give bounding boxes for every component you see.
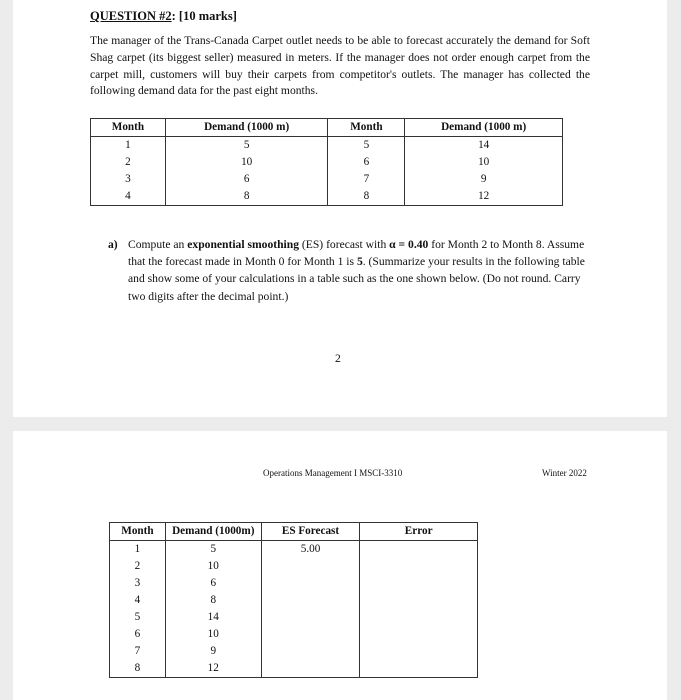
error-cell	[360, 541, 478, 559]
alpha-value: α = 0.40	[389, 238, 429, 251]
error-cell	[360, 609, 478, 626]
forecast-cell	[261, 609, 360, 626]
header-error: Error	[360, 523, 478, 541]
demand-cell: 8	[165, 592, 261, 609]
table-cell: 6	[328, 154, 405, 171]
table-cell: 5	[165, 137, 328, 155]
text-run: for Month 2 to Month 8. Assume that the forecast made in Month 0 for Month 1 is	[128, 238, 585, 269]
forecast-cell	[261, 660, 360, 678]
forecast-cell	[261, 643, 360, 660]
header-month: Month	[110, 523, 166, 541]
table-row	[110, 626, 478, 643]
error-cell	[360, 643, 478, 660]
table-cell: 3	[91, 171, 166, 188]
course-header: Operations Management I MSCI-3310	[263, 468, 403, 478]
table-cell: 4	[91, 188, 166, 206]
demand-cell: 12	[165, 660, 261, 678]
header-demand: Demand (1000 m)	[165, 119, 328, 137]
table-cell: 7	[328, 171, 405, 188]
question-marks: : [10 marks]	[171, 9, 237, 23]
table-header-row	[110, 523, 478, 541]
table-row	[110, 575, 478, 592]
question-a-label: a)	[108, 238, 118, 251]
question-a	[108, 236, 600, 305]
table-cell: 10	[405, 154, 563, 171]
month-cell: 2	[110, 558, 166, 575]
demand-cell: 10	[165, 558, 261, 575]
header-es-forecast: ES Forecast	[261, 523, 360, 541]
table-cell: 9	[405, 171, 563, 188]
error-cell	[360, 626, 478, 643]
question-number: QUESTION #2	[90, 9, 172, 23]
text-run: (ES) forecast with	[299, 238, 390, 251]
error-cell	[360, 592, 478, 609]
table-cell: 6	[165, 171, 328, 188]
table-row	[91, 154, 563, 171]
table-row	[110, 609, 478, 626]
demand-cell: 9	[165, 643, 261, 660]
demand-data-table	[90, 118, 563, 206]
header-demand: Demand (1000m)	[165, 523, 261, 541]
table-row	[91, 171, 563, 188]
text-run: . (Summarize your results in the following table and show some of your calculations in a table such as the one shown below. (Do not round. Carry two digits after the decimal point.)	[128, 255, 585, 303]
header-month: Month	[328, 119, 405, 137]
forecast-cell	[261, 575, 360, 592]
demand-cell: 10	[165, 626, 261, 643]
month-cell: 4	[110, 592, 166, 609]
error-cell	[360, 660, 478, 678]
question-heading	[90, 9, 237, 24]
table-cell: 5	[328, 137, 405, 155]
page-number: 2	[335, 352, 341, 365]
text-run: Compute an	[128, 238, 188, 251]
month-cell: 3	[110, 575, 166, 592]
table-cell: 14	[405, 137, 563, 155]
table-cell: 2	[91, 154, 166, 171]
month-cell: 7	[110, 643, 166, 660]
document-page-2	[13, 431, 667, 700]
demand-cell: 6	[165, 575, 261, 592]
month-cell: 5	[110, 609, 166, 626]
initial-forecast: 5	[356, 255, 363, 269]
intro-paragraph: The manager of the Trans-Canada Carpet outlet needs to be able to forecast accurately the demand for Soft Shag carpet (its biggest seller) measured in meters. If the manager does not order enough carpet from the carpet mill, customers will buy their carpets from competitor's outlets. The manager has collected the following demand data for the past eight months.	[90, 34, 590, 98]
table-cell: 10	[165, 154, 328, 171]
forecast-cell: 5.00	[261, 541, 360, 559]
table-row	[110, 541, 478, 559]
table-row	[110, 558, 478, 575]
text-run-bold: exponential smoothing	[187, 238, 300, 251]
error-cell	[360, 575, 478, 592]
error-cell	[360, 558, 478, 575]
table-header-row	[91, 119, 563, 137]
document-page-1	[13, 0, 667, 417]
forecast-cell	[261, 558, 360, 575]
table-cell: 12	[405, 188, 563, 206]
demand-cell: 5	[165, 541, 261, 559]
table-row	[110, 592, 478, 609]
demand-cell: 14	[165, 609, 261, 626]
term-header: Winter 2022	[542, 468, 587, 478]
table-row	[91, 188, 563, 206]
month-cell: 6	[110, 626, 166, 643]
table-row	[110, 660, 478, 678]
table-cell: 1	[91, 137, 166, 155]
table-row	[110, 643, 478, 660]
table-row	[91, 137, 563, 155]
es-forecast-table	[109, 522, 478, 678]
month-cell: 8	[110, 660, 166, 678]
table-cell: 8	[165, 188, 328, 206]
header-month: Month	[91, 119, 166, 137]
month-cell: 1	[110, 541, 166, 559]
forecast-cell	[261, 592, 360, 609]
forecast-cell	[261, 626, 360, 643]
header-demand: Demand (1000 m)	[405, 119, 563, 137]
table-cell: 8	[328, 188, 405, 206]
question-a-text	[128, 236, 600, 305]
